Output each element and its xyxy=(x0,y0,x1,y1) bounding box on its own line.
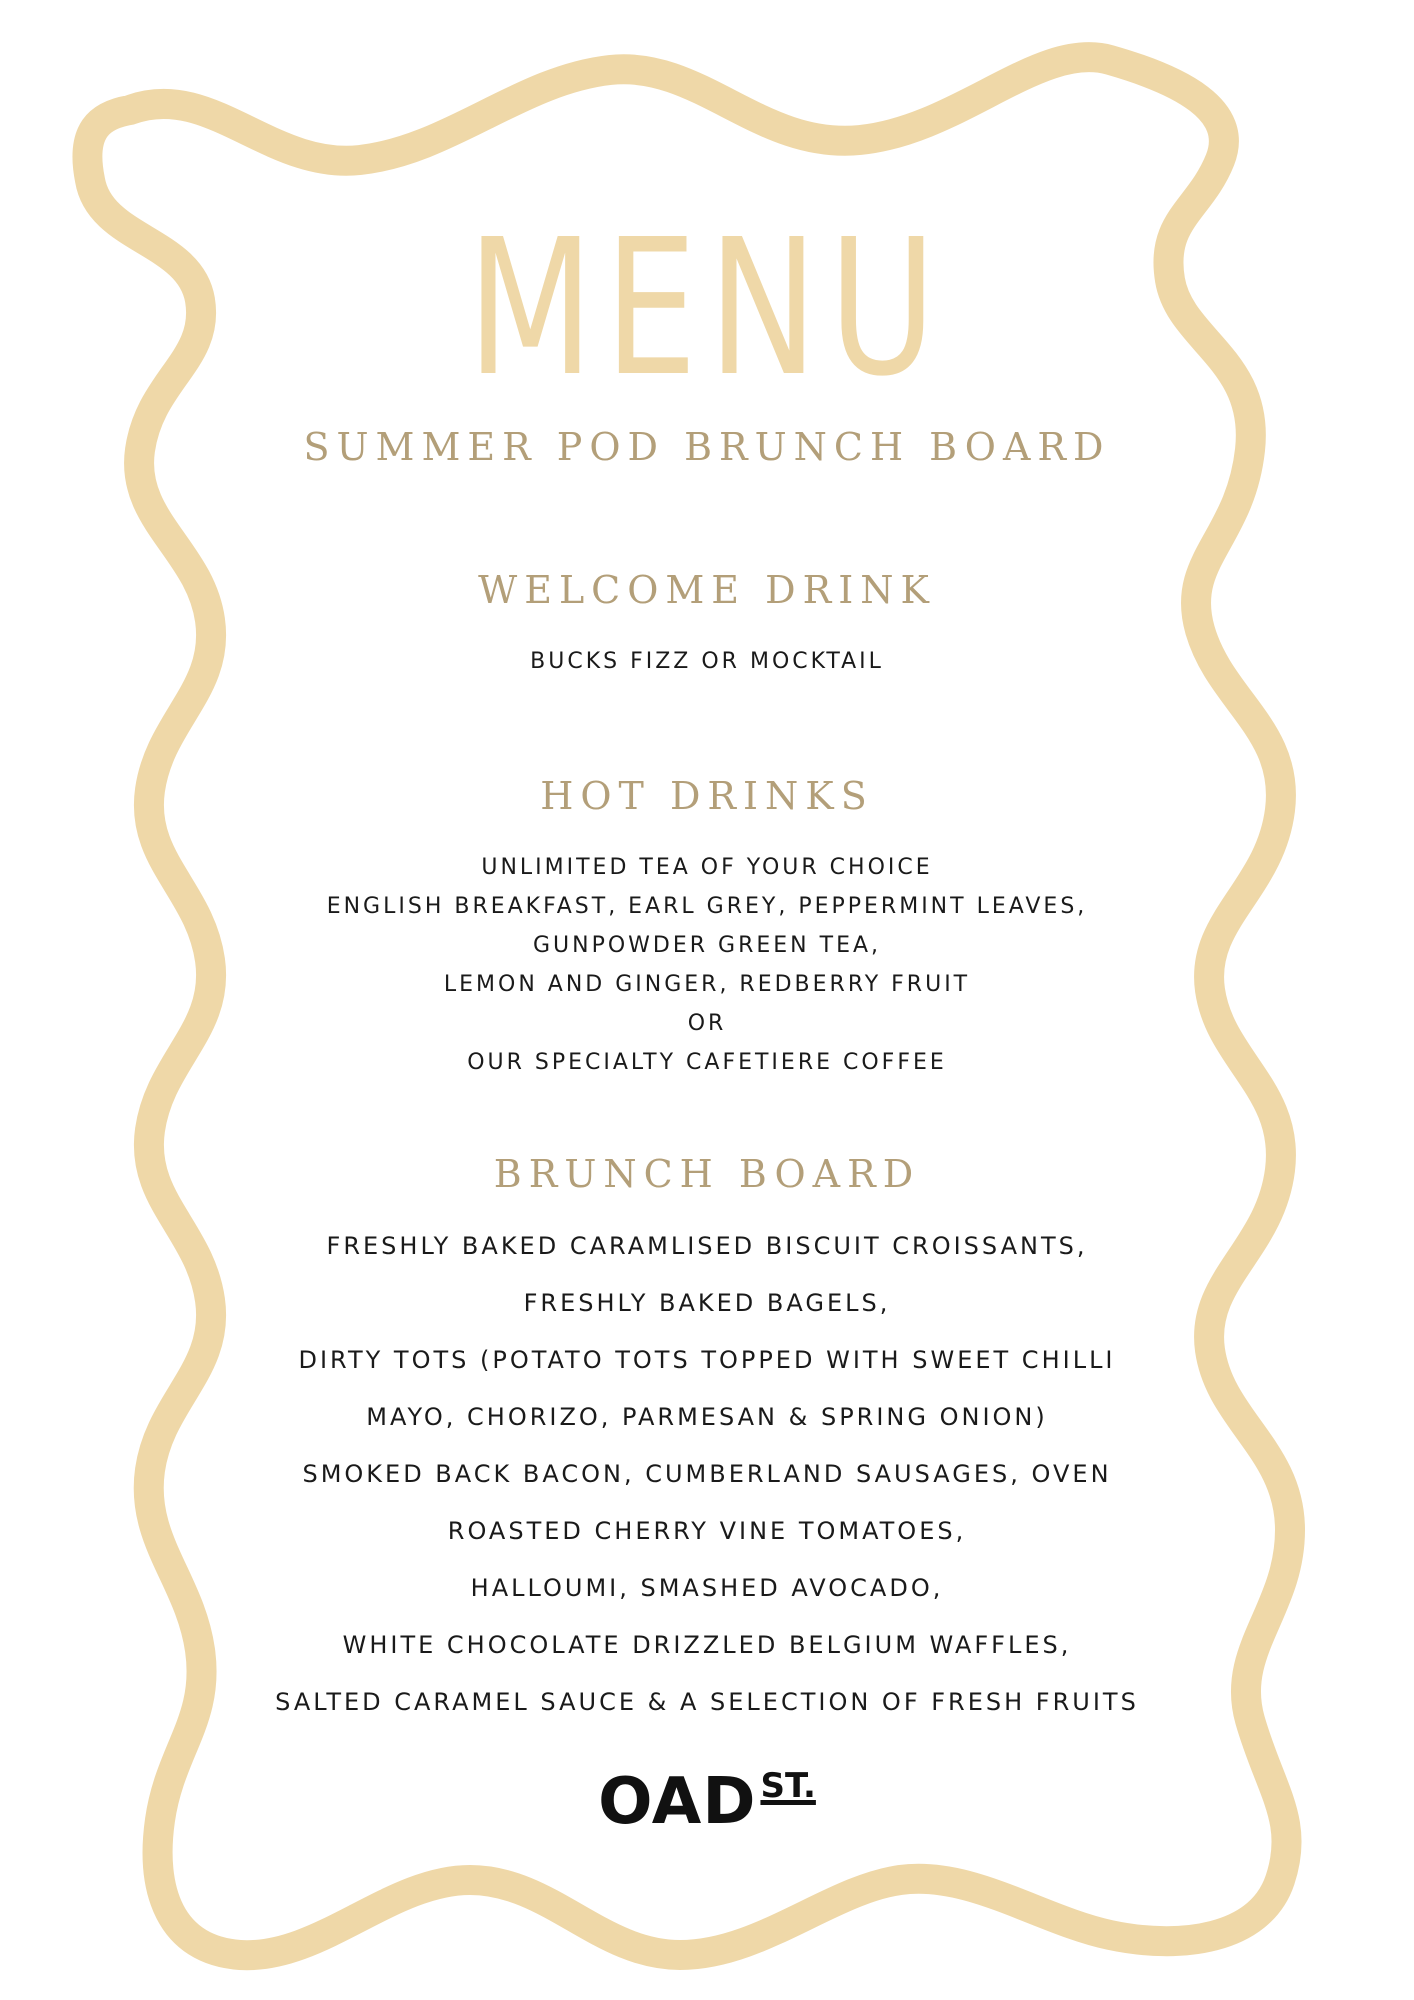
list-item: ENGLISH BREAKFAST, EARL GREY, PEPPERMINT LEAVES, xyxy=(326,894,1088,919)
hot-drinks-heading: HOT DRINKS xyxy=(540,774,874,818)
logo-suffix: ST. xyxy=(760,1766,816,1806)
list-item: OR xyxy=(687,1011,727,1036)
list-item: OUR SPECIALTY CAFETIERE COFFEE xyxy=(467,1050,947,1075)
list-item: FRESHLY BAKED BAGELS, xyxy=(523,1289,891,1317)
list-item: HALLOUMI, SMASHED AVOCADO, xyxy=(470,1574,944,1602)
logo-wordmark: OAD xyxy=(598,1765,757,1839)
list-item: SALTED CARAMEL SAUCE & A SELECTION OF FRESH FRUITS xyxy=(275,1688,1139,1716)
list-item: GUNPOWDER GREEN TEA, xyxy=(532,933,882,958)
brunch-board-heading: BRUNCH BOARD xyxy=(493,1152,921,1196)
brunch-board-list xyxy=(0,1218,1414,1731)
welcome-drink-heading: WELCOME DRINK xyxy=(478,568,936,612)
list-item: DIRTY TOTS (POTATO TOTS TOPPED WITH SWEET CHILLI xyxy=(298,1346,1116,1374)
list-item: LEMON AND GINGER, REDBERRY FRUIT xyxy=(443,972,971,997)
list-item: ROASTED CHERRY VINE TOMATOES, xyxy=(447,1517,967,1545)
menu-subtitle: SUMMER POD BRUNCH BOARD xyxy=(303,425,1111,469)
list-item: WHITE CHOCOLATE DRIZZLED BELGIUM WAFFLES, xyxy=(342,1631,1072,1659)
list-item: BUCKS FIZZ OR MOCKTAIL xyxy=(530,649,884,674)
list-item: MAYO, CHORIZO, PARMESAN & SPRING ONION) xyxy=(366,1403,1048,1431)
welcome-drink-list xyxy=(0,642,1414,681)
list-item: UNLIMITED TEA OF YOUR CHOICE xyxy=(481,855,933,880)
menu-title: MENU xyxy=(467,199,947,418)
list-item: SMOKED BACK BACON, CUMBERLAND SAUSAGES, OVEN xyxy=(302,1460,1112,1488)
brand-logo xyxy=(0,1765,1414,1839)
list-item: FRESHLY BAKED CARAMLISED BISCUIT CROISSANTS, xyxy=(326,1232,1088,1260)
hot-drinks-list xyxy=(0,848,1414,1082)
